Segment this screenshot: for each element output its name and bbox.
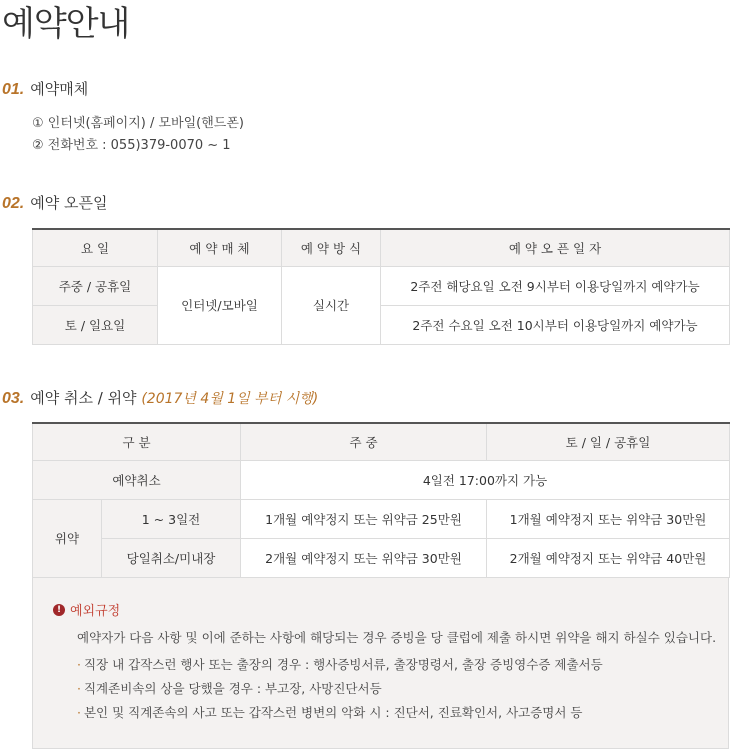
- list-item: · 직장 내 갑작스런 행사 또는 출장의 경우 : 행사증빙서류, 출장명령서, 출장 증빙영수증 제출서등: [77, 657, 603, 672]
- list-item: ① 인터넷(홈페이지) / 모바일(핸드폰): [32, 116, 244, 131]
- alert-icon: !: [53, 604, 65, 616]
- open-date-cell: 2주전 수요일 오전 10시부터 이용당일까지 예약가능: [381, 305, 730, 344]
- notice-title: 예외규정: [70, 604, 121, 619]
- table-header: 요 일: [33, 229, 158, 266]
- table-header: 구 분: [33, 423, 241, 460]
- section-number: 02.: [2, 195, 25, 212]
- section-number: 03.: [2, 390, 25, 407]
- list-item: · 본인 및 직계존속의 사고 또는 갑작스런 병변의 악화 시 : 진단서, 진료확인서, 사고증명서 등: [77, 705, 583, 720]
- exception-notice-box: [32, 578, 729, 749]
- cancel-value-cell: 4일전 17:00까지 가능: [241, 460, 730, 499]
- media-cell: 인터넷/모바일: [158, 266, 282, 344]
- weekday-penalty-cell: 1개월 예약정지 또는 위약금 25만원: [241, 499, 487, 538]
- notice-intro: 예약자가 다음 사항 및 이에 준하는 사항에 해당되는 경우 증빙을 당 클럽에 제출 하시면 위약을 해지 하실수 있습니다.: [77, 630, 717, 645]
- table-header: 예 약 방 식: [282, 229, 381, 266]
- method-cell: 실시간: [282, 266, 381, 344]
- section-heading-open-date: [2, 193, 107, 214]
- weekend-penalty-cell: 2개월 예약정지 또는 위약금 40만원: [487, 538, 730, 577]
- list-item: · 직계존비속의 상을 당했을 경우 : 부고장, 사망진단서등: [77, 681, 382, 696]
- day-cell: 토 / 일요일: [33, 305, 158, 344]
- bullet-icon: ·: [77, 705, 81, 720]
- penalty-when-cell: 당일취소/미내장: [102, 538, 241, 577]
- notice-list: [77, 653, 603, 725]
- section-heading-cancel: [2, 388, 318, 409]
- section-title: 예약 취소 / 위약: [30, 389, 137, 407]
- table-header: 예 약 매 체: [158, 229, 282, 266]
- day-cell: 주중 / 공휴일: [33, 266, 158, 305]
- page-title: 예약안내: [2, 4, 130, 44]
- bullet-icon: ·: [77, 681, 81, 696]
- open-date-table: [32, 228, 730, 345]
- section-heading-media: [2, 79, 88, 100]
- notice-heading: [53, 600, 120, 619]
- section-title: 예약 오픈일: [30, 194, 108, 212]
- open-date-cell: 2주전 해당요일 오전 9시부터 이용당일까지 예약가능: [381, 266, 730, 305]
- cancel-label-cell: 예약취소: [33, 460, 241, 499]
- media-list: [32, 113, 244, 157]
- penalty-when-cell: 1 ~ 3일전: [102, 499, 241, 538]
- effective-date-note: (2017년 4월 1일 부터 시행): [141, 391, 319, 407]
- table-header: 토 / 일 / 공휴일: [487, 423, 730, 460]
- list-item: ② 전화번호 : 055)379-0070 ~ 1: [32, 138, 231, 153]
- bullet-icon: ·: [77, 657, 81, 672]
- table-row: [33, 499, 730, 538]
- table-header: 주 중: [241, 423, 487, 460]
- table-row: [33, 266, 730, 305]
- table-header: 예 약 오 픈 일 자: [381, 229, 730, 266]
- table-row: [33, 538, 730, 577]
- weekend-penalty-cell: 1개월 예약정지 또는 위약금 30만원: [487, 499, 730, 538]
- table-row: [33, 305, 730, 344]
- cancel-penalty-table: [32, 422, 730, 578]
- weekday-penalty-cell: 2개월 예약정지 또는 위약금 30만원: [241, 538, 487, 577]
- penalty-label-cell: 위약: [33, 499, 102, 577]
- section-title: 예약매체: [30, 80, 89, 98]
- section-number: 01.: [2, 81, 25, 98]
- table-row: [33, 460, 730, 499]
